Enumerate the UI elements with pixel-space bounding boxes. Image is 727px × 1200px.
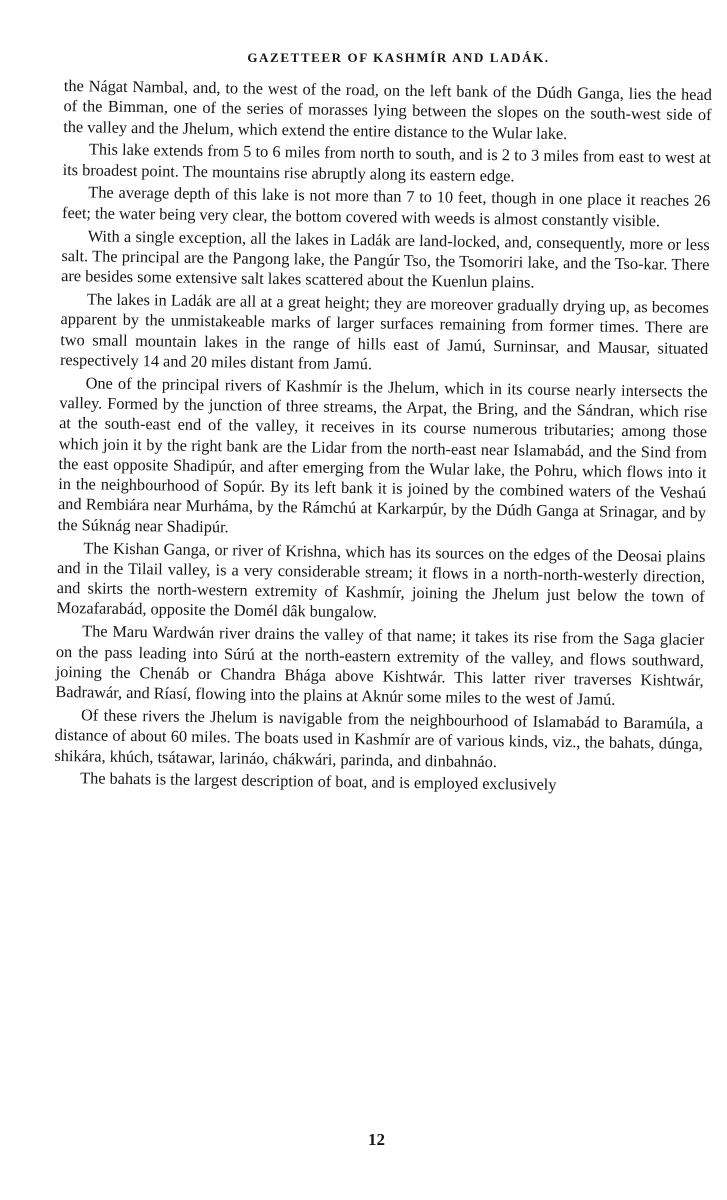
paragraph: The Kishan Ganga, or river of Krishna, which has its sources on the edges of the Deosai plains and in the Tilail valley, is a very considerable stream; it flows in a north-north-westerly direction, and skirts the north-western extremity of Kashmír, joining the Jhelum just below the town of Mozafarabád, opposite the Domél dâk bungalow.: [56, 537, 706, 622]
paragraph: the Nágat Nambal, and, to the west of the road, on the left bank of the Dúdh Ganga, lies the head of the Bimman, one of the series of morasses lying between the slopes on the south-west side of the valley and the Jhelum, which extend the entire distance to the Wular lake.: [63, 76, 712, 143]
paragraph: With a single exception, all the lakes in Ladák are land-locked, and, consequently, more or less salt. The principal are the Pangong lake, the Pangúr Tso, the Tsomoriri lake, and the Tso-kar. There are besides some extensive salt lakes scattered about the Kuenlun plains.: [61, 225, 710, 292]
paragraph: The Maru Wardwán river drains the valley of that name; it takes its rise from the Saga glacier on the pass leading into Súrú at the north-eastern extremity of the valley, and flows southward, joining the Chenáb or Chandra Bhága above Kishtwár. This latter river traverses Kishtwár, Badrawár, and Ríasí, flowing into the plains at Aknúr some miles to the west of Jamú.: [55, 621, 705, 709]
running-header: GAZETTEER OF KASHMÍR AND LADÁK.: [247, 50, 550, 65]
paragraph: The average depth of this lake is not more than 7 to 10 feet, though in one place it reaches 26 feet; the water being very clear, the bottom covered with weeds is almost constantly visible.: [61, 182, 711, 231]
paragraph: One of the principal rivers of Kashmír is the Jhelum, which in its course nearly intersects the valley. Formed by the junction of three streams, the Arpat, the Bring, and the Sándran, which rise at the south-east end of the valley, it receives in its course numerous tributaries; among those which join it by the right bank are the Lidar from the north-east near Islamabád, and the Sind from the east opposite Shadipúr, and after emerging from the Wular lake, the Pohru, which flows into it in the neighbourhood of Sopúr. By its left bank it is joined by the combined waters of the Veshaú and Rembiára near Murháma, by the Rámchú at Karkarpúr, by the Dúdh Ganga at Srinagar, and by the Súknág near Shadipúr.: [57, 372, 708, 537]
paragraph: The lakes in Ladák are all at a great height; they are moreover gradually drying up, as becomes apparent by the unmistakeable marks of larger surfaces remaining from former times. There are two small mountain lakes in the range of hills east of Jamú, Surninsar, and Mausar, situated respectively 14 and 20 miles distant from Jamú.: [59, 289, 709, 374]
paragraph: The bahats is the largest description of boat, and is employed exclusively: [80, 768, 557, 795]
body-text: [54, 76, 712, 800]
paragraph: Of these rivers the Jhelum is navigable from the neighbourhood of Islamabád to Baramúla, a distance of about 60 miles. The boats used in Kashmír are of various kinds, viz., the bahats, dúnga, shikára, khúch, tsátawar, larináo, chákwári, parinda, and dinbahnáo.: [54, 705, 704, 771]
page-number: 12: [368, 1130, 385, 1149]
paragraph: This lake extends from 5 to 6 miles from north to south, and is 2 to 3 miles from east to west at its broadest point. The mountains rise abruptly along its eastern edge.: [62, 139, 712, 185]
